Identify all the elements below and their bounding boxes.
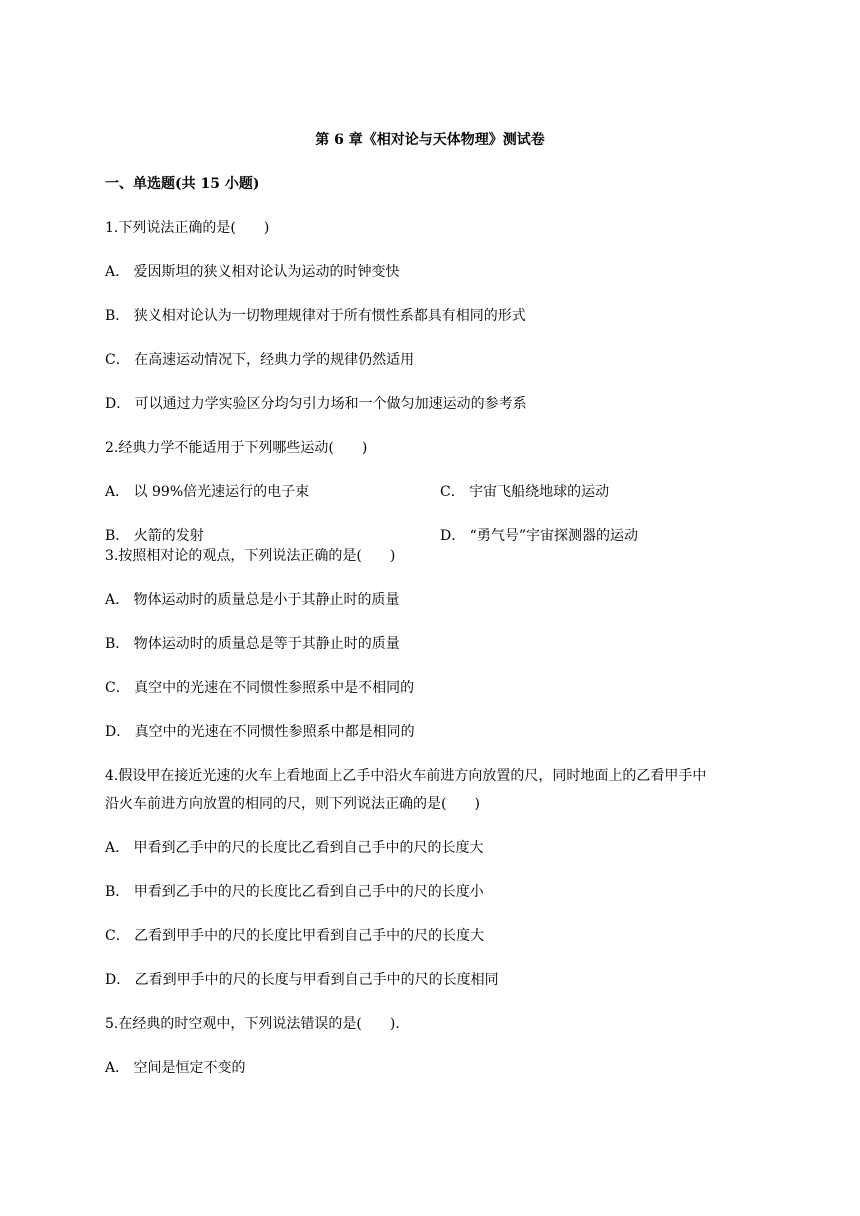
question-2-stem: 2.经典力学不能适用于下列哪些运动( ) — [105, 440, 368, 456]
question-2-option-d: D． “勇气号”宇宙探测器的运动 — [440, 528, 638, 544]
question-2-option-a: A． 以 99%倍光速运行的电子束 — [105, 484, 310, 500]
question-1-stem: 1.下列说法正确的是( ) — [105, 220, 270, 236]
page-title: 第 6 章《相对论与天体物理》测试卷 — [315, 132, 545, 148]
question-5-option-a: A． 空间是恒定不变的 — [105, 1060, 246, 1076]
question-1-option-c: C． 在高速运动情况下，经典力学的规律仍然适用 — [105, 352, 415, 368]
question-1-option-d: D． 可以通过力学实验区分均匀引力场和一个做匀加速运动的参考系 — [105, 396, 527, 412]
question-3-option-d: D． 真空中的光速在不同惯性参照系中都是相同的 — [105, 724, 415, 740]
question-3-stem: 3.按照相对论的观点，下列说法正确的是( ) — [105, 548, 396, 564]
question-1-option-a: A． 爱因斯坦的狭义相对论认为运动的时钟变快 — [105, 264, 400, 280]
question-4-stem-line-1: 4.假设甲在接近光速的火车上看地面上乙手中沿火车前进方向放置的尺，同时地面上的乙看甲手中 — [105, 768, 707, 784]
question-4-option-c: C． 乙看到甲手中的尺的长度比甲看到自己手中的尺的长度大 — [105, 928, 485, 944]
question-4-stem-line-2: 沿火车前进方向放置的相同的尺，则下列说法正确的是( ) — [105, 796, 480, 812]
question-4-option-d: D． 乙看到甲手中的尺的长度与甲看到自己手中的尺的长度相同 — [105, 972, 499, 988]
question-1-option-b: B． 狭义相对论认为一切物理规律对于所有惯性系都具有相同的形式 — [105, 308, 526, 324]
question-4-option-b: B． 甲看到乙手中的尺的长度比乙看到自己手中的尺的长度小 — [105, 884, 484, 900]
question-5-stem: 5.在经典的时空观中，下列说法错误的是( ). — [105, 1016, 400, 1032]
section-heading: 一、单选题(共 15 小题) — [105, 176, 260, 192]
question-4-option-a: A． 甲看到乙手中的尺的长度比乙看到自己手中的尺的长度大 — [105, 840, 484, 856]
question-2-option-b: B． 火箭的发射 — [105, 528, 204, 544]
question-3-option-c: C． 真空中的光速在不同惯性参照系中是不相同的 — [105, 680, 415, 696]
question-3-option-b: B． 物体运动时的质量总是等于其静止时的质量 — [105, 636, 400, 652]
question-2-option-c: C． 宇宙飞船绕地球的运动 — [440, 484, 610, 500]
question-3-option-a: A． 物体运动时的质量总是小于其静止时的质量 — [105, 592, 400, 608]
